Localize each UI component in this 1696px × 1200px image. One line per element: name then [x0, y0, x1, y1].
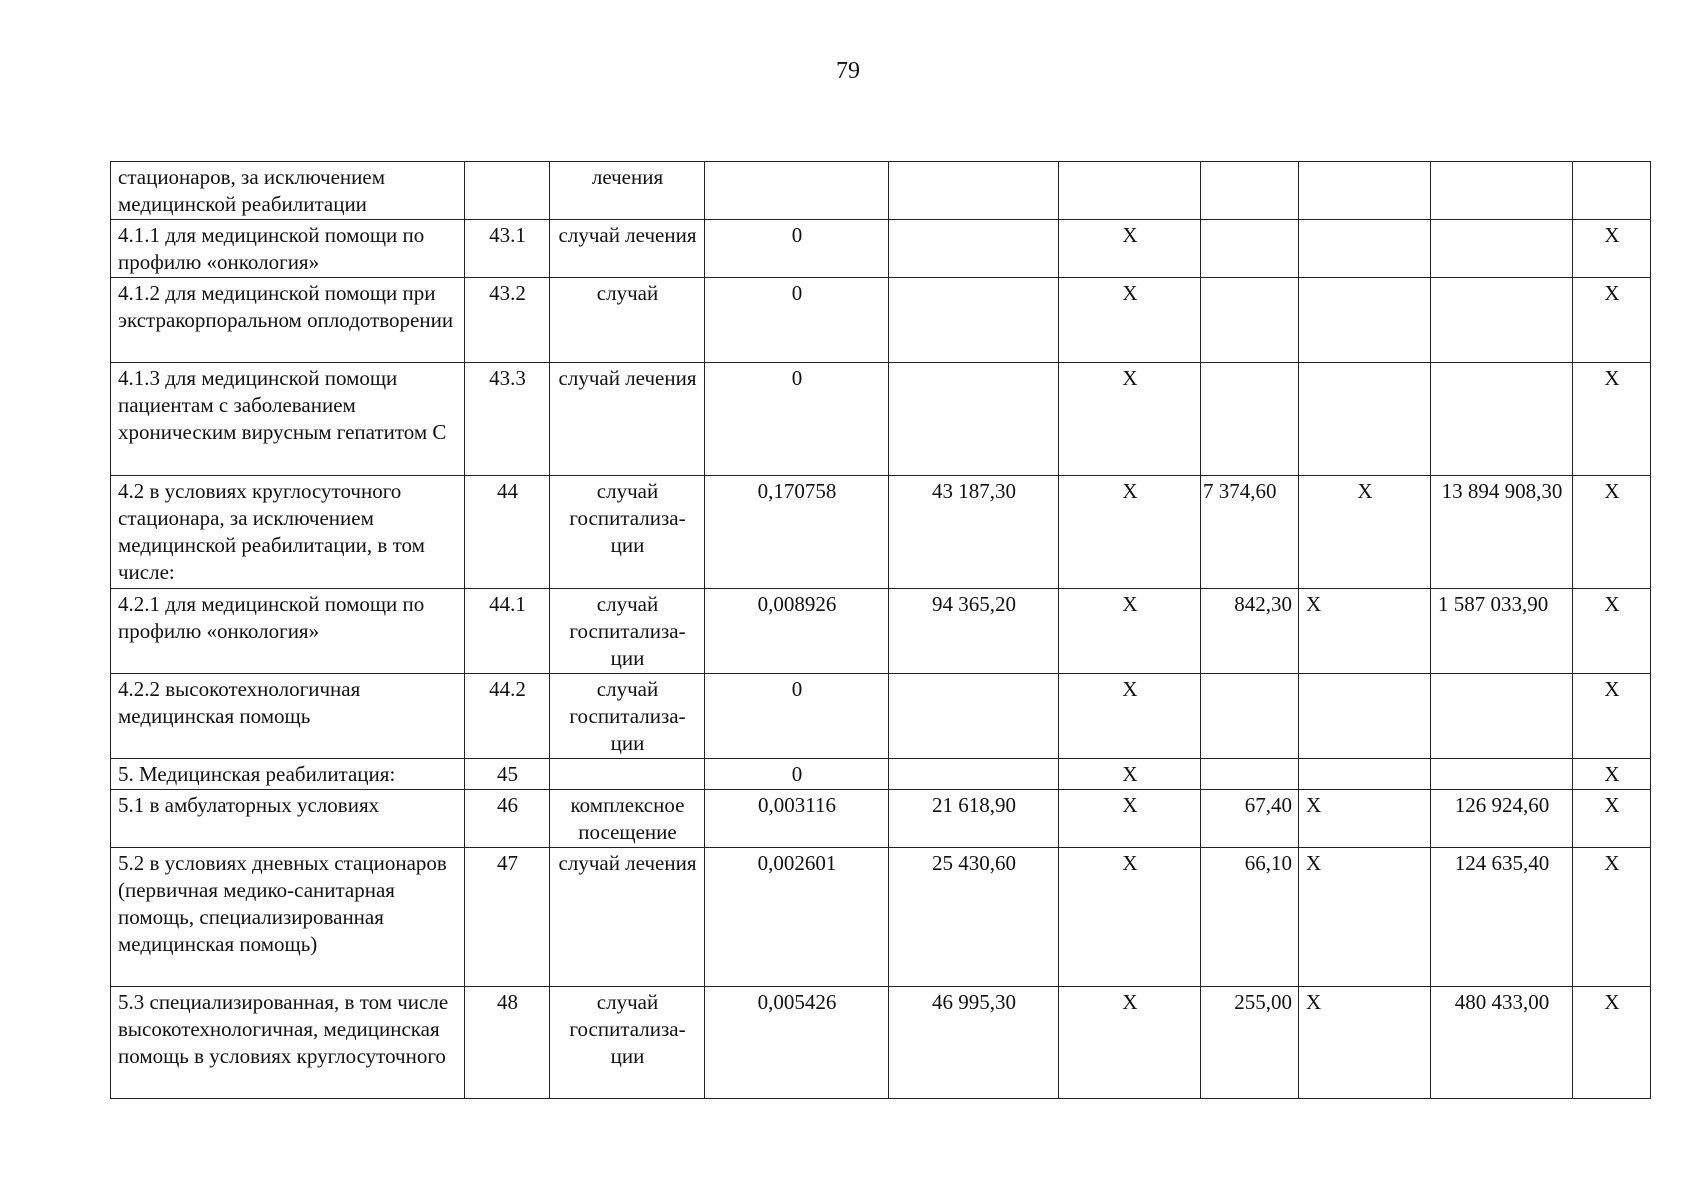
row-x2 — [1299, 759, 1431, 790]
row-sum — [1431, 363, 1573, 476]
row-name: 4.2.2 высокотехнологичная медицинская помощь — [111, 674, 465, 759]
row-x2: X — [1299, 790, 1431, 848]
row-cost — [889, 674, 1059, 759]
row-sum — [1431, 162, 1573, 220]
row-volume — [705, 162, 889, 220]
row-x1: X — [1059, 278, 1201, 363]
row-number: 47 — [465, 848, 550, 987]
row-x3 — [1573, 162, 1651, 220]
row-number — [465, 162, 550, 220]
row-x3: X — [1573, 848, 1651, 987]
row-volume: 0,005426 — [705, 987, 889, 1099]
row-unit: комплексное посещение — [550, 790, 705, 848]
row-per-capita — [1201, 363, 1299, 476]
row-sum: 124 635,40 — [1431, 848, 1573, 987]
row-unit: случай лечения — [550, 848, 705, 987]
table-row — [111, 674, 1651, 759]
row-unit: случай госпитализа-ции — [550, 674, 705, 759]
row-number: 43.3 — [465, 363, 550, 476]
row-sum: 1 587 033,90 — [1431, 589, 1573, 674]
row-cost — [889, 220, 1059, 278]
row-unit: случай лечения — [550, 363, 705, 476]
row-name: 4.2 в условиях круглосуточного стационара, за исключением медицинской реабилитации, в том числе: — [111, 476, 465, 589]
row-x2 — [1299, 363, 1431, 476]
row-volume: 0,008926 — [705, 589, 889, 674]
row-sum — [1431, 674, 1573, 759]
row-number: 43.2 — [465, 278, 550, 363]
table-row — [111, 278, 1651, 363]
row-name: 5.1 в амбулаторных условиях — [111, 790, 465, 848]
row-name: 5.2 в условиях дневных стационаров (первичная медико-санитарная помощь, специализированная медицинская помощь) — [111, 848, 465, 987]
table-row — [111, 162, 1651, 220]
row-cost: 94 365,20 — [889, 589, 1059, 674]
row-cost: 43 187,30 — [889, 476, 1059, 589]
row-x3: X — [1573, 220, 1651, 278]
row-sum — [1431, 278, 1573, 363]
row-volume: 0,003116 — [705, 790, 889, 848]
row-number: 44.2 — [465, 674, 550, 759]
table-row — [111, 589, 1651, 674]
row-x3: X — [1573, 476, 1651, 589]
row-volume: 0 — [705, 674, 889, 759]
page-number: 79 — [836, 58, 860, 84]
row-cost — [889, 162, 1059, 220]
row-x2 — [1299, 278, 1431, 363]
row-unit: лечения — [550, 162, 705, 220]
row-volume: 0 — [705, 278, 889, 363]
row-unit: случай лечения — [550, 220, 705, 278]
row-x2: X — [1299, 987, 1431, 1099]
row-x3: X — [1573, 987, 1651, 1099]
row-volume: 0,002601 — [705, 848, 889, 987]
row-unit: случай госпитализа-ции — [550, 589, 705, 674]
row-cost: 21 618,90 — [889, 790, 1059, 848]
table-row — [111, 848, 1651, 987]
table-row — [111, 987, 1651, 1099]
row-x3: X — [1573, 759, 1651, 790]
row-x1: X — [1059, 759, 1201, 790]
row-x2 — [1299, 674, 1431, 759]
row-x1 — [1059, 162, 1201, 220]
row-cost — [889, 363, 1059, 476]
row-x2: X — [1299, 589, 1431, 674]
row-per-capita — [1201, 278, 1299, 363]
row-cost: 25 430,60 — [889, 848, 1059, 987]
row-per-capita: 7 374,60 — [1201, 476, 1299, 589]
row-sum — [1431, 759, 1573, 790]
row-x2: X — [1299, 848, 1431, 987]
row-per-capita — [1201, 162, 1299, 220]
row-sum: 126 924,60 — [1431, 790, 1573, 848]
row-x3: X — [1573, 790, 1651, 848]
row-sum: 13 894 908,30 — [1431, 476, 1573, 589]
row-per-capita — [1201, 759, 1299, 790]
row-cost — [889, 278, 1059, 363]
row-cost — [889, 759, 1059, 790]
row-unit — [550, 759, 705, 790]
row-per-capita — [1201, 674, 1299, 759]
table-row — [111, 759, 1651, 790]
row-x1: X — [1059, 363, 1201, 476]
row-volume: 0 — [705, 363, 889, 476]
row-number: 45 — [465, 759, 550, 790]
row-number: 43.1 — [465, 220, 550, 278]
row-x2: X — [1299, 476, 1431, 589]
row-name: 4.1.3 для медицинской помощи пациентам с заболеванием хроническим вирусным гепатитом С — [111, 363, 465, 476]
row-x1: X — [1059, 987, 1201, 1099]
row-x1: X — [1059, 674, 1201, 759]
row-per-capita — [1201, 220, 1299, 278]
row-sum: 480 433,00 — [1431, 987, 1573, 1099]
row-per-capita: 842,30 — [1201, 589, 1299, 674]
row-x3: X — [1573, 589, 1651, 674]
row-number: 48 — [465, 987, 550, 1099]
row-name: 4.1.2 для медицинской помощи при экстракорпоральном оплодотворении — [111, 278, 465, 363]
row-x3: X — [1573, 278, 1651, 363]
medical-care-table — [110, 161, 1651, 1099]
row-sum — [1431, 220, 1573, 278]
table-row — [111, 363, 1651, 476]
table-row — [111, 220, 1651, 278]
row-cost: 46 995,30 — [889, 987, 1059, 1099]
row-unit: случай — [550, 278, 705, 363]
row-volume: 0,170758 — [705, 476, 889, 589]
row-number: 46 — [465, 790, 550, 848]
row-x2 — [1299, 220, 1431, 278]
row-number: 44.1 — [465, 589, 550, 674]
row-x2 — [1299, 162, 1431, 220]
row-name: 4.2.1 для медицинской помощи по профилю «онкология» — [111, 589, 465, 674]
row-name: 5.3 специализированная, в том числе высокотехнологичная, медицинская помощь в условиях круглосуточного — [111, 987, 465, 1099]
row-per-capita: 255,00 — [1201, 987, 1299, 1099]
row-x1: X — [1059, 790, 1201, 848]
row-name: 4.1.1 для медицинской помощи по профилю «онкология» — [111, 220, 465, 278]
row-x1: X — [1059, 476, 1201, 589]
row-number: 44 — [465, 476, 550, 589]
row-volume: 0 — [705, 220, 889, 278]
row-x1: X — [1059, 220, 1201, 278]
row-unit: случай госпитализа-ции — [550, 987, 705, 1099]
row-name: стационаров, за исключением медицинской реабилитации — [111, 162, 465, 220]
table-row — [111, 476, 1651, 589]
row-x1: X — [1059, 589, 1201, 674]
row-name: 5. Медицинская реабилитация: — [111, 759, 465, 790]
row-volume: 0 — [705, 759, 889, 790]
table-row — [111, 790, 1651, 848]
row-per-capita: 66,10 — [1201, 848, 1299, 987]
row-x3: X — [1573, 363, 1651, 476]
row-per-capita: 67,40 — [1201, 790, 1299, 848]
row-unit: случай госпитализа-ции — [550, 476, 705, 589]
row-x1: X — [1059, 848, 1201, 987]
row-x3: X — [1573, 674, 1651, 759]
